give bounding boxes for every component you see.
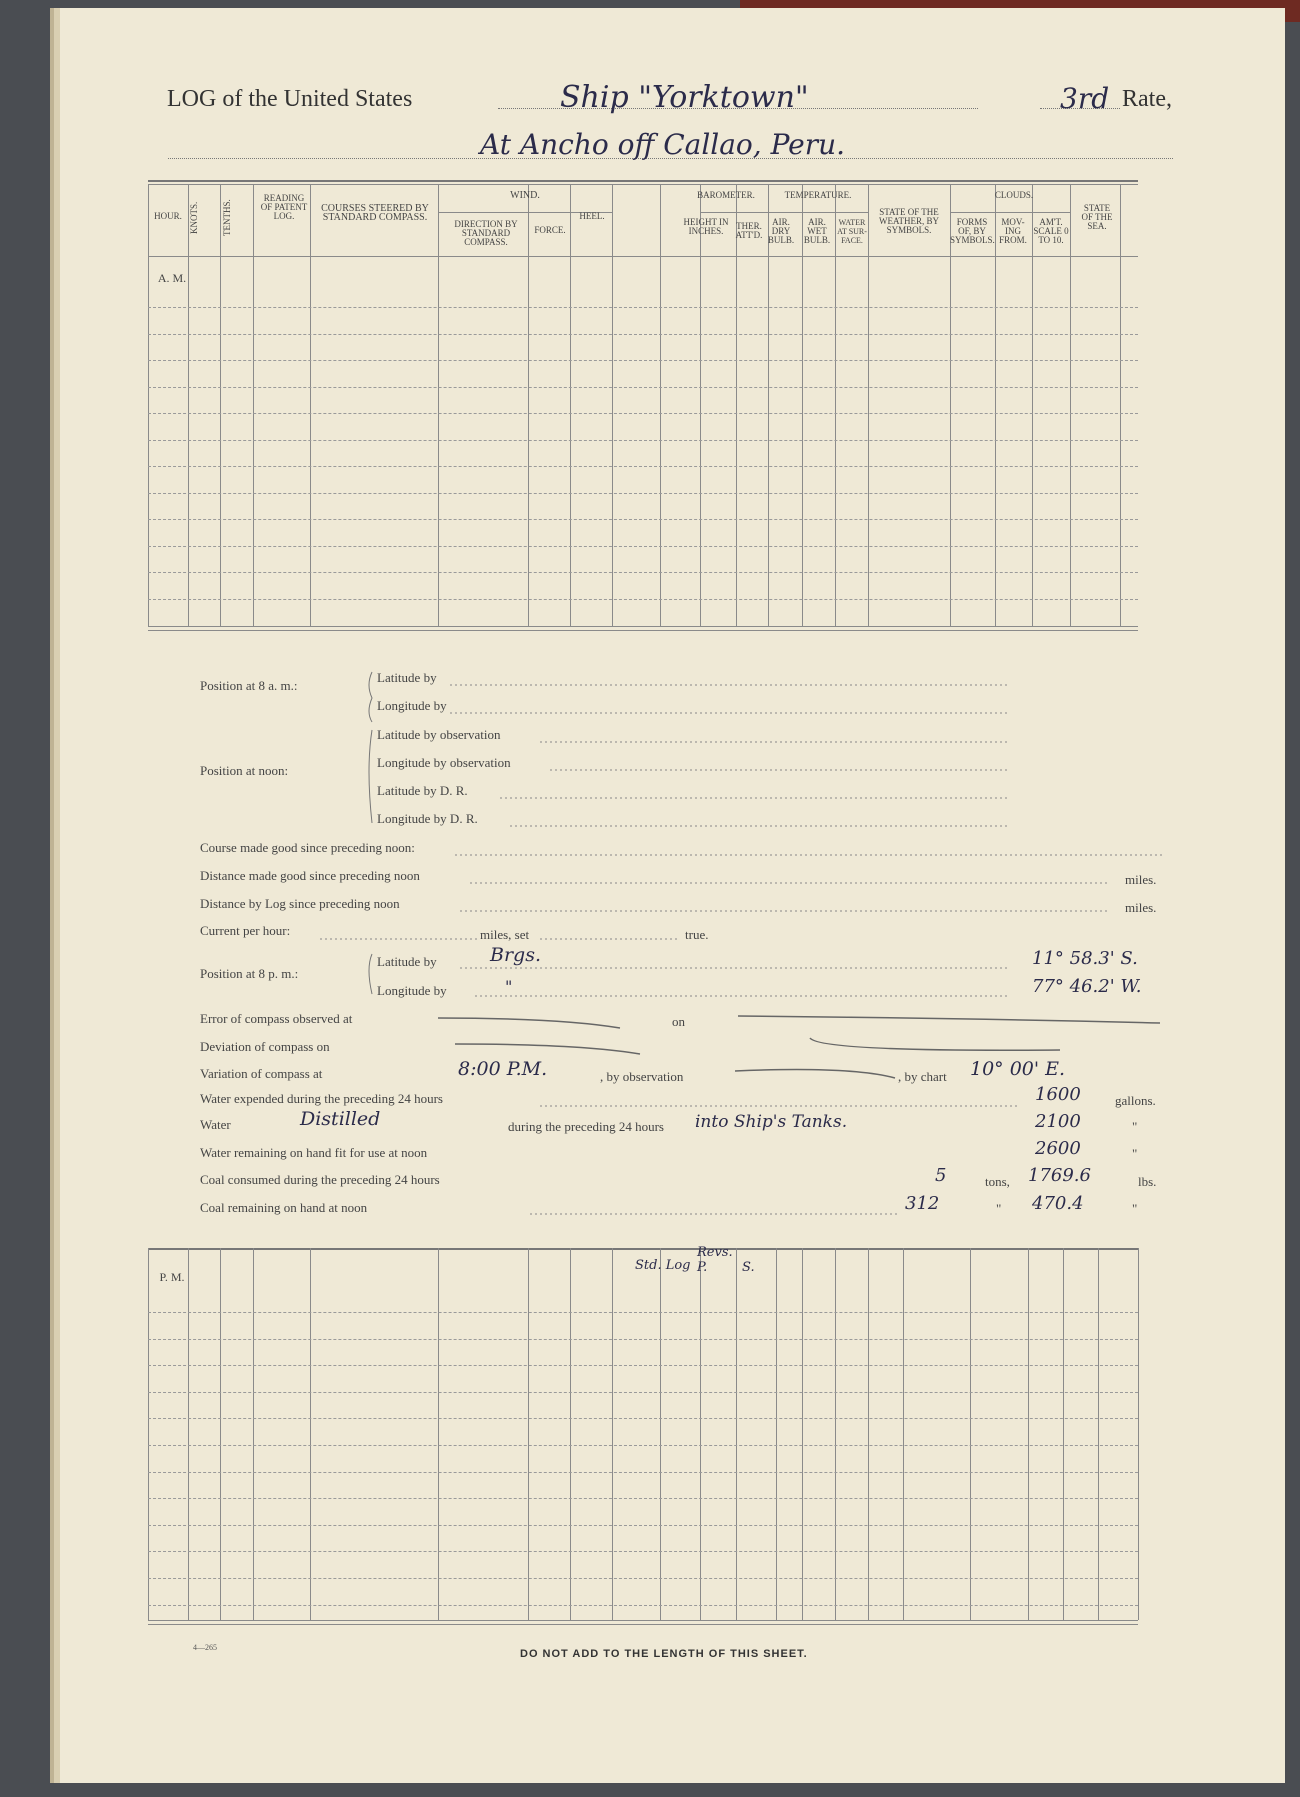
pm-s-head: S. <box>742 1260 755 1275</box>
pm-label: P. M. <box>159 1270 185 1284</box>
col-air-dry: AIR. DRY BULB. <box>767 217 795 245</box>
tons-label: tons, <box>985 1174 1010 1189</box>
current-true: true. <box>685 927 709 942</box>
distilled-value: 2100 <box>1035 1111 1081 1132</box>
col-water: WATER AT SUR-FACE. <box>837 218 867 245</box>
col-wind-direction: DIRECTION BY STANDARD COMPASS. <box>454 219 518 247</box>
col-barometer: BAROMETER. <box>697 190 755 200</box>
pos-8pm-lat-value: 11° 58.3' S. <box>1032 948 1138 969</box>
pm-col-rule <box>1098 1248 1099 1620</box>
coal-remaining: Coal remaining on hand at noon <box>200 1200 368 1215</box>
pm-p-head: P. <box>697 1260 708 1275</box>
location: At Ancho off Callao, Peru. <box>480 128 846 161</box>
pos-8pm-long-method: " <box>505 977 513 996</box>
variation-of-compass: Variation of compass at <box>200 1066 323 1081</box>
pm-col-rule <box>903 1248 904 1620</box>
col-hour: HOUR. <box>154 211 182 221</box>
by-chart: , by chart <box>898 1069 947 1084</box>
water-expended: Water expended during the preceding 24 hours <box>200 1091 443 1106</box>
gallons-label: gallons. <box>1115 1093 1156 1108</box>
pm-row-rule <box>148 1605 1138 1606</box>
distance-made-good: Distance made good since preceding noon <box>200 868 420 883</box>
col-sea: STATE OF THE SEA. <box>1081 203 1113 231</box>
col-air-wet: AIR. WET BULB. <box>803 217 831 245</box>
coal-remaining-tons: 312 <box>905 1193 940 1214</box>
deviation-of-compass: Deviation of compass on <box>200 1039 330 1054</box>
pm-col-rule <box>970 1248 971 1620</box>
pos-8pm-lat-method: Brgs. <box>490 944 541 966</box>
pm-row-rule <box>148 1312 1138 1313</box>
distilled-ditto: " <box>1132 1119 1138 1134</box>
pm-col-rule <box>188 1248 189 1620</box>
pm-col-rule <box>612 1248 613 1620</box>
during-24-hours: during the preceding 24 hours <box>508 1119 664 1134</box>
pm-row-rule <box>148 1498 1138 1499</box>
water-distilled: Distilled <box>300 1108 381 1130</box>
pm-col-rule <box>148 1248 149 1620</box>
pm-col-rule <box>1028 1248 1029 1620</box>
distance-by-log: Distance by Log since preceding noon <box>200 896 400 911</box>
log-sheet <box>60 8 1285 1783</box>
water-remaining: Water remaining on hand fit for use at noon <box>200 1145 428 1160</box>
pos-noon-lat-dr: Latitude by D. R. <box>377 783 468 798</box>
am-label: A. M. <box>157 271 187 285</box>
ship-rate: 3rd <box>1060 82 1110 115</box>
col-wind: WIND. <box>510 190 540 201</box>
pm-bottom-rule-2 <box>148 1624 1138 1625</box>
col-courses: COURSES STEERED BY STANDARD COMPASS. <box>321 203 429 223</box>
col-patent-log: READING OF PATENT LOG. <box>260 193 308 221</box>
pm-row-rule <box>148 1472 1138 1473</box>
col-knots: KNOTS. <box>189 201 199 235</box>
position-rules <box>60 8 1285 1783</box>
coal-tons-ditto: " <box>996 1201 1002 1216</box>
pm-col-rule <box>570 1248 571 1620</box>
pm-col-rule <box>253 1248 254 1620</box>
footer-notice: DO NOT ADD TO THE LENGTH OF THIS SHEET. <box>520 1648 808 1660</box>
error-of-compass: Error of compass observed at <box>200 1011 353 1026</box>
col-clouds: CLOUDS. <box>994 190 1034 200</box>
col-force: FORCE. <box>534 225 566 235</box>
pos-8pm-long: Longitude by <box>377 983 447 998</box>
pos-noon-long-obs: Longitude by observation <box>377 755 511 770</box>
form-number: 4—265 <box>193 1643 217 1652</box>
col-heel: HEEL. <box>579 211 605 221</box>
water-expended-value: 1600 <box>1035 1084 1081 1105</box>
pm-col-rule <box>1063 1248 1064 1620</box>
miles-label-2: miles. <box>1125 900 1157 915</box>
rate-label: Rate, <box>1122 86 1172 112</box>
pm-col-rule <box>868 1248 869 1620</box>
by-observation: , by observation <box>600 1069 684 1084</box>
pm-row-rule <box>148 1418 1138 1419</box>
ship-name: Ship "Yorktown" <box>560 80 809 115</box>
col-ther: THER. ATT'D. <box>735 221 763 240</box>
col-forms: FORMS OF, BY SYMBOLS. <box>950 217 995 245</box>
col-tenths: TENTHS. <box>222 199 232 237</box>
coal-consumed: Coal consumed during the preceding 24 hours <box>200 1172 440 1187</box>
pm-bottom-rule <box>148 1620 1138 1621</box>
pm-col-rule <box>438 1248 439 1620</box>
pm-row-rule <box>148 1578 1138 1579</box>
pm-col-rule <box>802 1248 803 1620</box>
col-height: HEIGHT IN INCHES. <box>683 217 729 236</box>
variation-time: 8:00 P.M. <box>458 1058 548 1080</box>
water-label: Water <box>200 1117 231 1132</box>
pm-col-rule <box>776 1248 777 1620</box>
col-weather: STATE OF THE WEATHER, BY SYMBOLS. <box>879 207 939 235</box>
chart-variation: 10° 00' E. <box>970 1058 1066 1080</box>
pm-row-rule <box>148 1365 1138 1366</box>
pos-noon-long-dr: Longitude by D. R. <box>377 811 478 826</box>
error-on: on <box>672 1014 685 1029</box>
pm-col-rule <box>528 1248 529 1620</box>
pm-col-rule <box>736 1248 737 1620</box>
water-remaining-value: 2600 <box>1035 1138 1081 1159</box>
col-temperature: TEMPERATURE. <box>784 190 852 200</box>
miles-label-1: miles. <box>1125 872 1157 887</box>
coal-consumed-lbs: 1769.6 <box>1028 1165 1091 1186</box>
pm-revs-head: Revs. <box>697 1245 733 1260</box>
pos-8pm-lat: Latitude by <box>377 954 437 969</box>
current-miles-set: miles, set <box>480 927 530 942</box>
pm-col-rule <box>1138 1248 1139 1620</box>
coal-consumed-tons: 5 <box>935 1165 947 1186</box>
coal-remaining-lbs: 470.4 <box>1032 1193 1084 1214</box>
pm-top-rule <box>148 1248 1138 1250</box>
lbs-label: lbs. <box>1138 1174 1157 1189</box>
course-made-good: Course made good since preceding noon: <box>200 840 415 855</box>
pos-noon-label: Position at noon: <box>200 763 289 778</box>
pos-8am-long: Longitude by <box>377 698 447 713</box>
pm-row-rule <box>148 1339 1138 1340</box>
col-amount: AM'T. SCALE 0 TO 10. <box>1033 217 1069 245</box>
pm-row-rule <box>148 1525 1138 1526</box>
into-ships-tanks: into Ship's Tanks. <box>695 1112 848 1132</box>
remaining-ditto: " <box>1132 1146 1138 1161</box>
log-title: LOG of the United States <box>167 86 413 112</box>
pos-8pm-long-value: 77° 46.2' W. <box>1032 976 1142 997</box>
pos-8pm-label: Position at 8 p. m.: <box>200 966 299 981</box>
pos-8am-lat: Latitude by <box>377 670 437 685</box>
pm-row-rule <box>148 1445 1138 1446</box>
pos-noon-lat-obs: Latitude by observation <box>377 727 501 742</box>
current-per-hour: Current per hour: <box>200 923 291 938</box>
pm-col-rule <box>310 1248 311 1620</box>
pm-col-rule <box>220 1248 221 1620</box>
col-moving: MOV-ING FROM. <box>999 217 1027 245</box>
pm-std-log-head: Std. Log <box>635 1258 691 1273</box>
pm-row-rule <box>148 1392 1138 1393</box>
coal-lbs-ditto: " <box>1132 1201 1138 1216</box>
pm-col-rule <box>660 1248 661 1620</box>
pm-col-rule <box>835 1248 836 1620</box>
pos-8am-label: Position at 8 a. m.: <box>200 678 298 693</box>
pm-col-rule <box>700 1248 701 1620</box>
pm-row-rule <box>148 1551 1138 1552</box>
